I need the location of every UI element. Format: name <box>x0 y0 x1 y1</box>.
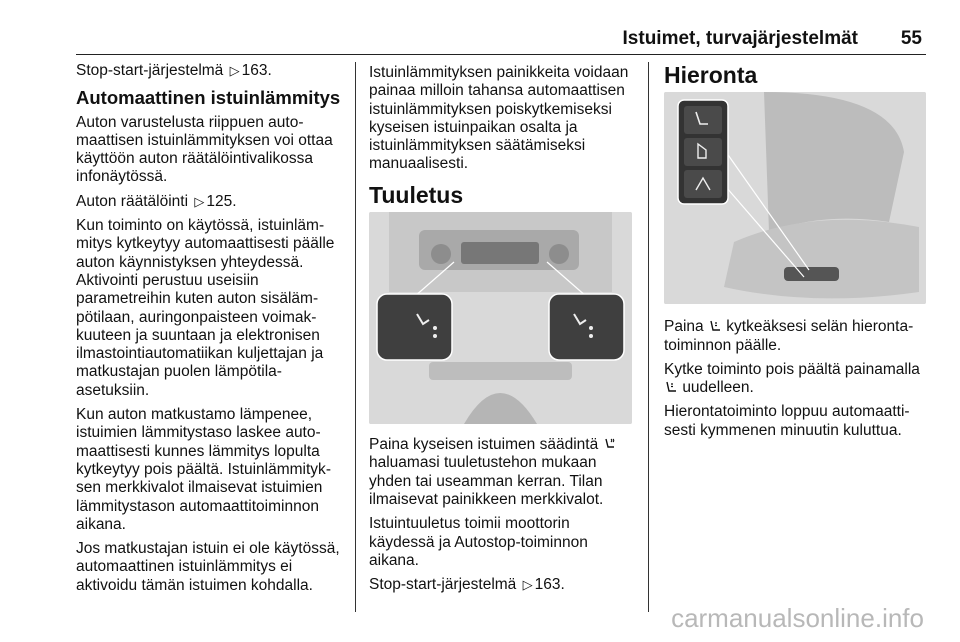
paragraph: Auton varustelusta riippuen automaattisen istuinlämmityksen voi ottaa käyttöön auton räätälöintivalikossa infonäytössä. <box>76 113 333 186</box>
section-heading-auto-heating: Automaattinen istuinlämmitys <box>76 87 341 109</box>
triangle-right-outline-icon: ▷ <box>522 577 533 593</box>
paragraph: Kun auton matkustamo lämpenee, istuimien lämmitystaso laskee automaattisesti kunnes lämmitys lopulta kytkeytyy pois päältä. Istuinlämmityksen merkkivalot ilmaisevat istuimien lämmitystason automaattitoiminnon aikana. <box>76 406 331 533</box>
paragraph: Kun toiminto on käytössä, istuinlämmitys kytkeytyy automaattisesti päälle auton käynnistyksen yhteydessä. Aktivointi perustuu useisiin parametreihin kuten auton sisälämpötilaan, auringonpaisteen voimakkuuteen ja suuntaan ja elektronisen ilmastointiautomatiikan kuljettajan ja matkustajan puolen lämpötilaasetuksiin. <box>76 217 335 399</box>
column-divider-1 <box>355 62 356 612</box>
ventilation-figure <box>369 212 632 424</box>
section-heading-massage: Hieronta <box>664 62 758 88</box>
column-2 <box>369 64 635 600</box>
paragraph: Hierontatoiminto loppuu automaattisesti kymmenen minuutin kuluttua. <box>664 403 910 439</box>
massage-instruction: Paina kytkeäksesi selän hierontatoiminnon päälle. <box>664 318 914 354</box>
ventilation-instruction: Paina kyseisen istuimen säädintä haluamasi tuuletustehon mukaan yhden tai useamman kerran. Tilan ilmaisevat painikkeen merkkivalot. <box>369 436 635 509</box>
triangle-right-outline-icon: ▷ <box>194 193 205 209</box>
paragraph: Jos matkustajan istuin ei ole käytössä, automaattinen istuinlämmitys ei aktivoidu tämän istuimen kohdalla. <box>76 540 340 594</box>
personalization-reference: Auton räätälöinti ▷ 125. <box>76 192 237 210</box>
column-1 <box>76 62 348 601</box>
paragraph: Istuinlämmityksen painikkeita voidaan painaa milloin tahansa automaattisen istuinlämmityksen poiskytkemiseksi kyseisen istuinpaikan osalta ja istuinlämmityksen säätämiseksi manuaalisesti. <box>369 64 629 173</box>
page-number: 55 <box>900 28 922 49</box>
page-header <box>76 24 926 55</box>
section-heading-ventilation: Tuuletus <box>369 181 464 208</box>
seat-massage-icon <box>708 319 722 333</box>
column-3 <box>664 64 930 446</box>
stop-start-reference: Stop-start-järjestelmä ▷ 163. <box>369 576 565 594</box>
stop-start-reference: Stop-start-järjestelmä ▷ 163. <box>76 62 272 79</box>
massage-off-instruction: Kytke toiminto pois päältä painamalla uudelleen. <box>664 360 920 397</box>
column-divider-2 <box>648 62 649 612</box>
seat-massage-icon <box>664 380 678 394</box>
massage-figure <box>664 92 926 304</box>
watermark: carmanualsonline.info <box>671 603 924 633</box>
header-title: Istuimet, turvajärjestelmät <box>622 28 858 49</box>
seat-ventilation-icon <box>603 437 617 451</box>
paragraph: Istuintuuletus toimii moottorin käydessä ja Autostop-toiminnon aikana. <box>369 515 588 569</box>
triangle-right-outline-icon: ▷ <box>229 63 240 78</box>
